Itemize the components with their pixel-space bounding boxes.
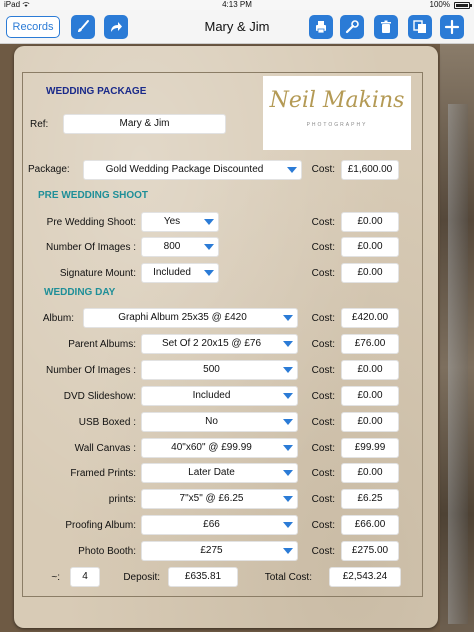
day-number-of-images-value: 500 <box>203 363 220 375</box>
dvd-slideshow-cost-field[interactable]: £0.00 <box>341 386 399 406</box>
chevron-down-icon <box>204 244 214 250</box>
chevron-down-icon <box>283 419 293 425</box>
proofing-album-cost-field[interactable]: £66.00 <box>341 515 399 535</box>
parent-albums-value: Set Of 2 20x15 @ £76 <box>161 337 262 349</box>
prints-select[interactable] <box>141 489 298 509</box>
pre-number-of-images-select[interactable] <box>141 237 219 257</box>
status-bar <box>0 0 474 10</box>
background-texture <box>440 44 474 632</box>
wedding-package-title: WEDDING PACKAGE <box>46 86 147 97</box>
tilde-label: ~: <box>51 572 60 583</box>
company-logo <box>263 76 411 150</box>
package-label: Package: <box>28 164 70 175</box>
package-cost-label: Cost: <box>311 164 335 175</box>
pre-wedding-title: PRE WEDDING SHOOT <box>38 190 149 201</box>
signature-mount-cost-label: Cost: <box>311 268 335 279</box>
parent-albums-cost-field[interactable]: £76.00 <box>341 334 399 354</box>
chevron-down-icon <box>204 219 214 225</box>
package-cost-field[interactable]: £1,600.00 <box>341 160 399 180</box>
pre-wedding-shoot-select[interactable] <box>141 212 219 232</box>
album-cost-field[interactable]: £420.00 <box>341 308 399 328</box>
proofing-album-label: Proofing Album: <box>65 520 136 532</box>
chevron-down-icon <box>283 470 293 476</box>
chevron-down-icon <box>283 367 293 373</box>
dvd-slideshow-cost-label: Cost: <box>311 390 335 402</box>
usb-boxed-cost-label: Cost: <box>311 416 335 428</box>
battery-icon <box>454 2 470 9</box>
framed-prints-value: Later Date <box>188 467 235 479</box>
package-select[interactable] <box>83 160 302 180</box>
photo-booth-label: Photo Booth: <box>78 546 136 558</box>
settings-icon[interactable] <box>340 15 364 39</box>
deposit-field[interactable]: £635.81 <box>168 567 238 587</box>
ref-label: Ref: <box>30 119 49 130</box>
wall-canvas-cost-label: Cost: <box>311 442 335 454</box>
total-cost-field[interactable]: £2,543.24 <box>329 567 401 587</box>
chevron-down-icon <box>283 496 293 502</box>
dvd-slideshow-value: Included <box>192 389 231 401</box>
pre-wedding-shoot-cost-label: Cost: <box>311 217 335 228</box>
usb-boxed-label: USB Boxed : <box>78 416 136 428</box>
page-title: Mary & Jim <box>204 19 270 34</box>
chevron-down-icon <box>283 445 293 451</box>
wall-canvas-value: 40"x60" @ £99.99 <box>171 441 252 453</box>
proofing-album-select[interactable] <box>141 515 298 535</box>
proofing-album-cost-label: Cost: <box>311 520 335 532</box>
usb-boxed-value: No <box>205 415 218 427</box>
duplicate-icon[interactable] <box>408 15 432 39</box>
proofing-album-value: £66 <box>203 519 220 531</box>
day-number-of-images-select[interactable] <box>141 360 298 380</box>
chevron-down-icon <box>283 315 293 321</box>
framed-prints-cost-label: Cost: <box>311 468 335 480</box>
deposit-label: Deposit: <box>123 572 160 583</box>
prints-cost-field[interactable]: £6.25 <box>341 489 399 509</box>
signature-mount-value: Included <box>153 267 191 278</box>
usb-boxed-cost-field[interactable]: £0.00 <box>341 412 399 432</box>
ref-input[interactable]: Mary & Jim <box>63 114 226 134</box>
tilde-field[interactable]: 4 <box>70 567 100 587</box>
add-icon[interactable] <box>440 15 464 39</box>
total-cost-label: Total Cost: <box>264 572 312 583</box>
album-cost-label: Cost: <box>311 313 335 324</box>
photo-booth-value: £275 <box>200 545 223 557</box>
dvd-slideshow-label: DVD Slideshow: <box>63 390 136 402</box>
pre-number-of-images-value: 800 <box>163 241 181 252</box>
pre-wedding-shoot-value: Yes <box>163 216 181 227</box>
pre-number-of-images-label: Number Of Images : <box>45 242 136 253</box>
battery-percent: 100% <box>429 0 450 9</box>
pre-number-of-images-cost-label: Cost: <box>311 242 335 253</box>
print-icon[interactable] <box>309 15 333 39</box>
wall-canvas-label: Wall Canvas : <box>74 442 136 454</box>
album-select[interactable] <box>83 308 298 328</box>
day-number-of-images-label: Number Of Images : <box>45 364 136 376</box>
day-number-of-images-cost-label: Cost: <box>311 364 335 376</box>
framed-prints-cost-field[interactable]: £0.00 <box>341 463 399 483</box>
prints-value: 7"x5" @ £6.25 <box>179 493 244 505</box>
chevron-down-icon <box>204 270 214 276</box>
wall-canvas-cost-field[interactable]: £99.99 <box>341 438 399 458</box>
parent-albums-cost-label: Cost: <box>311 338 335 350</box>
signature-mount-label: Signature Mount: <box>59 268 136 279</box>
package-value: Gold Wedding Package Discounted <box>105 164 264 175</box>
wedding-day-title: WEDDING DAY <box>44 287 116 298</box>
carrier-label: iPad <box>4 0 21 9</box>
framed-prints-select[interactable] <box>141 463 298 483</box>
parent-albums-select[interactable] <box>141 334 298 354</box>
chevron-down-icon <box>283 393 293 399</box>
trash-icon[interactable] <box>374 15 398 39</box>
signature-mount-select[interactable] <box>141 263 219 283</box>
chevron-down-icon <box>283 522 293 528</box>
album-label: Album: <box>42 313 74 324</box>
prints-cost-label: Cost: <box>311 494 335 506</box>
usb-boxed-select[interactable] <box>141 412 298 432</box>
logo-subtitle: PHOTOGRAPHY <box>306 122 368 128</box>
chevron-down-icon <box>287 167 297 173</box>
photo-booth-cost-field[interactable]: £275.00 <box>341 541 399 561</box>
chevron-down-icon <box>283 548 293 554</box>
album-value: Graphi Album 25x35 @ £420 <box>118 312 247 323</box>
photo-booth-select[interactable] <box>141 541 298 561</box>
chevron-down-icon <box>283 341 293 347</box>
wall-canvas-select[interactable] <box>141 438 298 458</box>
pre-wedding-shoot-label: Pre Wedding Shoot: <box>46 217 136 228</box>
logo-script: Neil Makins <box>269 88 405 113</box>
clock: 4:13 PM <box>222 0 252 9</box>
prints-label: prints: <box>108 494 136 506</box>
signature-mount-cost-field[interactable]: £0.00 <box>341 263 399 283</box>
day-number-of-images-cost-field[interactable]: £0.00 <box>341 360 399 380</box>
photo-booth-cost-label: Cost: <box>311 546 335 558</box>
framed-prints-label: Framed Prints: <box>70 468 136 480</box>
parent-albums-label: Parent Albums: <box>68 338 136 350</box>
nav-bar <box>0 10 474 44</box>
pre-wedding-shoot-cost-field[interactable]: £0.00 <box>341 212 399 232</box>
pre-number-of-images-cost-field[interactable]: £0.00 <box>341 237 399 257</box>
records-button[interactable]: Records <box>6 16 60 38</box>
dvd-slideshow-select[interactable] <box>141 386 298 406</box>
